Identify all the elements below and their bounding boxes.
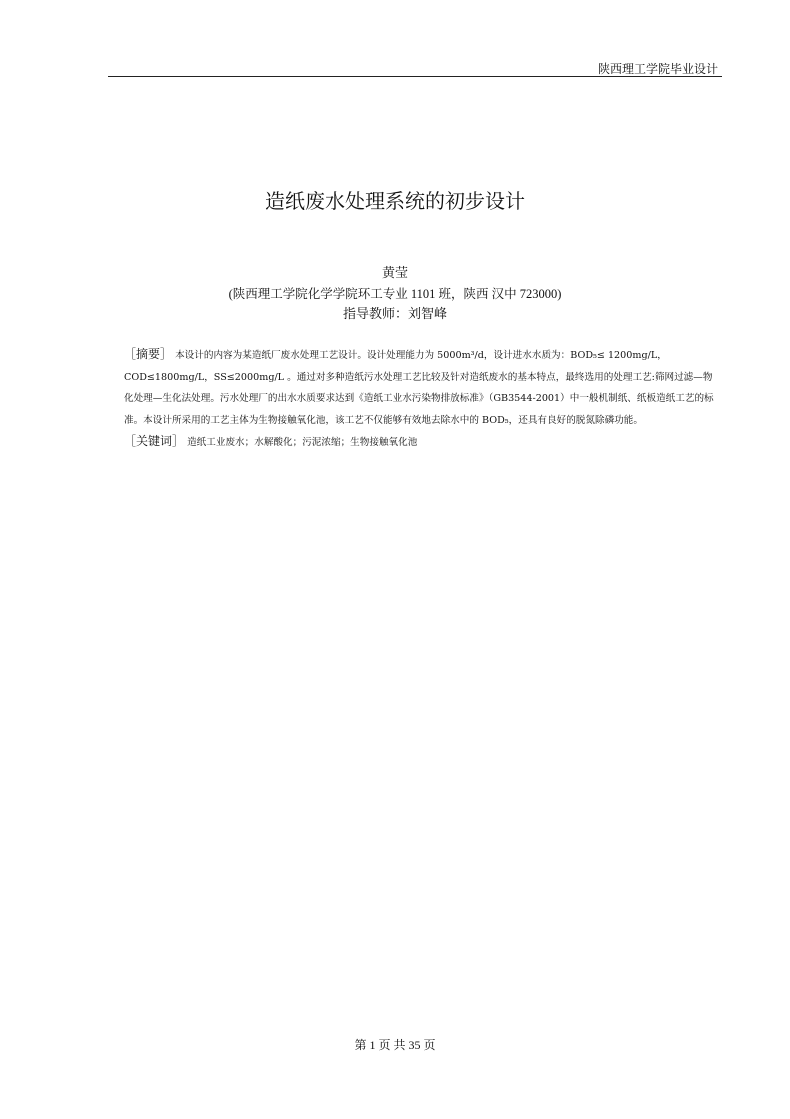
running-header: 陕西理工学院毕业设计 [597,62,718,76]
author-affiliation: (陕西理工学院化学学院环工专业 1101 班，陕西 汉中 723000) [228,287,562,301]
document-title: 造纸废水处理系统的初步设计 [265,189,525,213]
page-footer: 第 1 页 共 35 页 [354,1038,436,1052]
abstract-section [112,344,722,454]
abstract-text: 本设计的内容为某造纸厂废水处理工艺设计。设计处理能力为 5000m³/d，设计进水水质为：BOD₅≤ 1200mg/L，COD≤1800mg/L，SS≤2000mg/L 。通过对多种造纸污水处理工艺比较及针对造纸废水的基本特点，最终选用的处理工艺:筛网过滤—物化处理—生化法处理。污水处理厂的出水水质要求达到《造纸工业水污染物排放标准》（GB3544-2001）中一般机制纸、纸板造纸工艺的标准。本设计所采用的工艺主体为生物接触氧化池，该工艺不仅能够有效地去除水中的 BOD₅，还具有良好的脱氮除磷功能。 [124,350,714,426]
keywords-paragraph [112,431,722,454]
author-name: 黄莹 [381,266,408,281]
abstract-label: ［摘要］ [124,347,173,361]
keywords-label: ［关键词］ [124,434,185,448]
header-rule [108,76,722,77]
abstract-paragraph [112,344,722,431]
supervisor: 指导教师：刘智峰 [342,307,447,322]
keywords-text: 造纸工业废水；水解酸化；污泥浓缩；生物接触氧化池 [187,437,418,448]
